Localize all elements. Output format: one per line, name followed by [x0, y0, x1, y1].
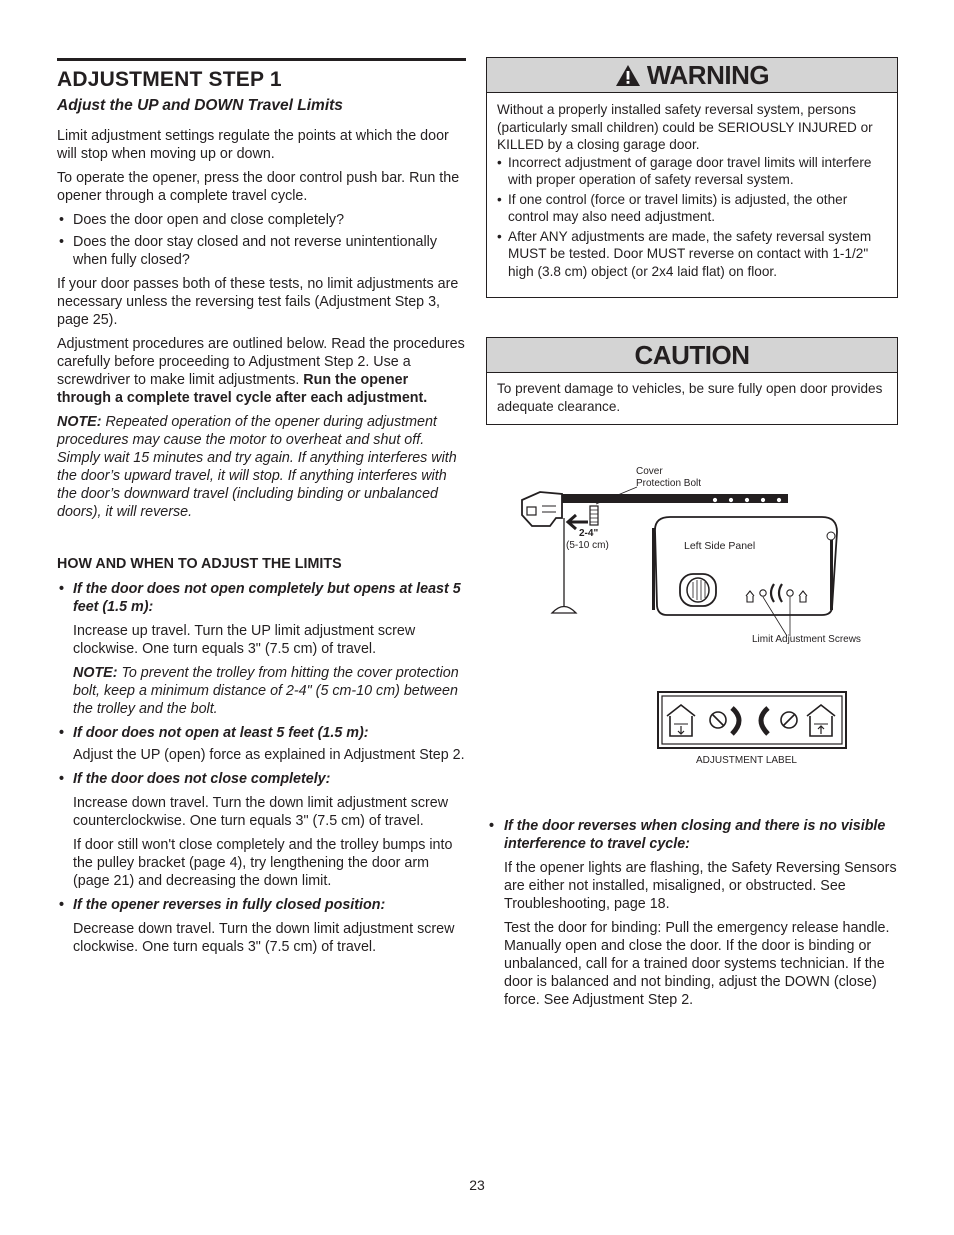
case2-heading: • If door does not open at least 5 feet (1.5 m):	[57, 724, 466, 742]
case5-text-2: Test the door for binding: Pull the emergency release handle. Manually open and close the door. If the door is binding or unbalanced, call for a trained door systems technician. If the door is balanced and not binding, adjust the DOWN (close) force. See Adjustment Step 2.	[504, 920, 890, 1008]
procedure-paragraph	[57, 335, 466, 407]
case5-heading: • If the door reverses when closing and there is no visible interference to travel cycle:	[487, 817, 907, 853]
section-subtitle: Adjust the UP and DOWN Travel Limits	[57, 97, 343, 114]
procedure-text: Adjustment procedures are outlined below. Read the procedures carefully before proceeding to Adjustment Step 2. Use a screwdriver to make limit adjustments.	[57, 336, 465, 388]
caution-text: To prevent damage to vehicles, be sure fully open door provides adequate clearance.	[497, 381, 883, 414]
warning-intro: Without a properly installed safety reversal system, persons (particularly small children) could be SERIOUSLY INJURED or KILLED by a closing garage door.	[497, 102, 873, 152]
case3-text-1: Increase down travel. Turn the down limit adjustment screw counterclockwise. One turn equals 3" (7.5 cm) of travel.	[73, 795, 449, 829]
opener-illustration	[500, 460, 900, 760]
intro-paragraph: Limit adjustment settings regulate the points at which the door will stop when moving up or down.	[57, 128, 449, 162]
case2-text: Adjust the UP (open) force as explained in Adjustment Step 2.	[73, 747, 465, 763]
protection-bolt-label: Protection Bolt	[636, 478, 702, 489]
warning-bullet-3: • After ANY adjustments are made, the safety reversal system MUST be tested. Door MUST reverse on contact with 1-1/2" high (3.8 cm) object (or 2x4 laid flat) on floor.	[497, 228, 887, 281]
cover-label: Cover	[636, 466, 663, 477]
page-number: 23	[469, 1177, 485, 1193]
case1-note-label: NOTE:	[73, 665, 118, 681]
caution-body	[487, 373, 897, 425]
warning-title: WARNING	[646, 59, 770, 90]
right-column-text	[487, 817, 907, 1009]
case5-text-1: If the opener lights are flashing, the Safety Reversing Sensors are either not installed, misaligned, or obstructed. See Troubleshooting, page 18.	[504, 860, 897, 912]
left-column	[57, 58, 466, 956]
test-bullet-2: • Does the door stay closed and not reverse unintentionally when fully closed?	[57, 233, 466, 269]
procedure-bold-text: Run the opener through a complete travel cycle after each adjustment.	[57, 372, 428, 406]
distance-metric-label: (5-10 cm)	[566, 540, 609, 551]
test-bullet-1: • Does the door open and close completely?	[57, 211, 466, 229]
overheat-note	[57, 413, 466, 521]
left-side-panel-label: Left Side Panel	[684, 540, 756, 552]
case4-heading: • If the opener reverses in fully closed position:	[57, 896, 466, 914]
note-label: NOTE:	[57, 414, 102, 430]
opener-figure	[500, 460, 900, 766]
warning-body	[487, 93, 897, 290]
caution-box	[486, 337, 898, 425]
note-text: Repeated operation of the opener during adjustment procedures may cause the motor to overheat and shut off. Simply wait 15 minutes and try again. If anything interferes with the door’s upward travel, it will stop. If anything interferes with the door’s downward travel (including binding or unbalanced doors), it will reverse.	[57, 414, 457, 520]
case1-note	[57, 664, 466, 718]
adjustment-label-caption: ADJUSTMENT LABEL	[696, 755, 797, 766]
case1-text: Increase up travel. Turn the UP limit adjustment screw clockwise. One turn equals 3" (7.5 cm) of travel.	[73, 623, 416, 657]
warning-bullet-2: • If one control (force or travel limits) is adjusted, the other control may also need adjustment.	[497, 191, 887, 226]
case1-heading: • If the door does not open completely but opens at least 5 feet (1.5 m):	[57, 580, 466, 616]
warning-triangle-icon	[615, 64, 641, 87]
section-title: ADJUSTMENT STEP 1	[57, 68, 282, 91]
pass-paragraph: If your door passes both of these tests, no limit adjustments are necessary unless the reversing test fails (Adjustment Step 3, page 25).	[57, 276, 459, 328]
case4-text: Decrease down travel. Turn the down limit adjustment screw clockwise. One turn equals 3" (7.5 cm) of travel.	[73, 921, 455, 955]
operate-paragraph: To operate the opener, press the door control push bar. Run the opener through a complete travel cycle.	[57, 170, 460, 204]
case3-heading: • If the door does not close completely:	[57, 770, 466, 788]
warning-header	[487, 58, 897, 93]
section-rule	[57, 58, 466, 61]
warning-bullet-1: • Incorrect adjustment of garage door travel limits will interfere with proper operation of safety reversal system.	[497, 154, 887, 189]
caution-header	[487, 338, 897, 373]
how-heading: HOW AND WHEN TO ADJUST THE LIMITS	[57, 556, 342, 572]
caution-title: CAUTION	[634, 339, 750, 370]
case3-text-2: If door still won't close completely and the trolley bumps into the pulley bracket (page 4), try lengthening the door arm (page 21) and decreasing the down limit.	[73, 837, 453, 889]
limit-screws-label: Limit Adjustment Screws	[752, 634, 861, 645]
warning-box	[486, 57, 898, 298]
distance-label: 2-4"	[579, 528, 599, 539]
case1-note-text: To prevent the trolley from hitting the cover protection bolt, keep a minimum distance of 2-4" (5 cm-10 cm) between the trolley and the bolt.	[73, 665, 459, 717]
